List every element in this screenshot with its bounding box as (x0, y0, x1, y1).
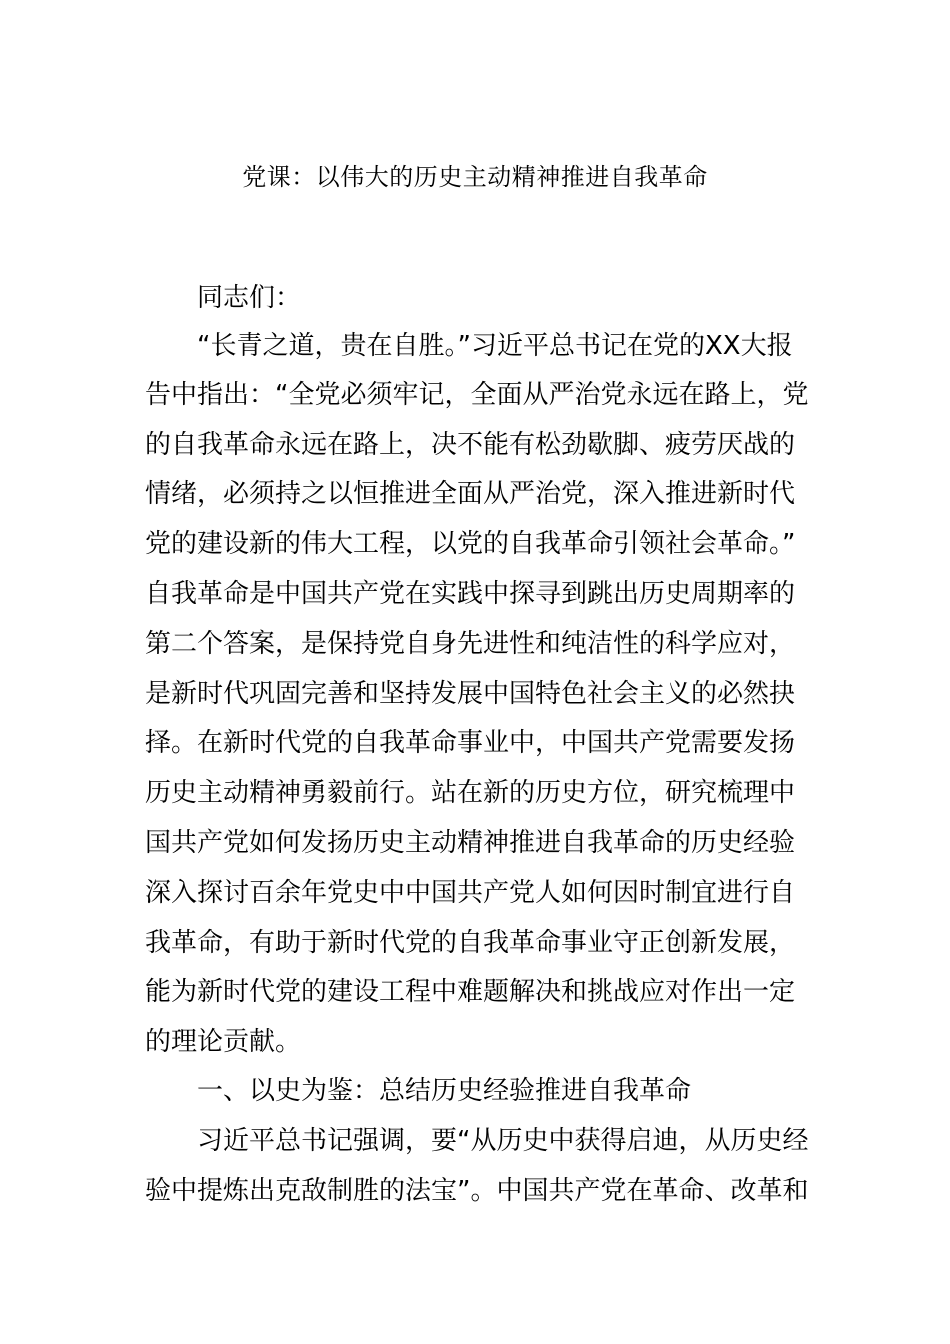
paragraph-line: 自我革命是中国共产党在实践中探寻到跳出历史周期率的 (145, 579, 796, 609)
paragraph-line: 是新时代巩固完善和坚持发展中国特色社会主义的必然抉 (145, 679, 796, 709)
paragraph-line: 能为新时代党的建设工程中难题解决和挑战应对作出一定 (145, 977, 796, 1007)
paragraph-line: 历史主动精神勇毅前行。站在新的历史方位，研究梳理中 (145, 778, 796, 808)
paragraph-line: 验中提炼出克敌制胜的法宝”。中国共产党在革命、改革和 (145, 1176, 809, 1206)
paragraph-line: 习近平总书记强调，要“从历史中获得启迪，从历史经 (197, 1126, 809, 1156)
paragraph-line: 择。在新时代党的自我革命事业中，中国共产党需要发扬 (145, 728, 796, 758)
paragraph-line: 情绪，必须持之以恒推进全面从严治党，深入推进新时代 (145, 479, 796, 509)
salutation-line: 同志们： (197, 283, 302, 313)
paragraph-line: “长青之道，贵在自胜。”习近平总书记在党的XX大报 (197, 331, 793, 361)
paragraph-line: 告中指出：“全党必须牢记，全面从严治党永远在路上，党 (145, 380, 809, 410)
document-title: 党课：以伟大的历史主动精神推进自我革命 (242, 163, 708, 191)
paragraph-line: 我革命，有助于新时代党的自我革命事业守正创新发展， (145, 928, 796, 958)
paragraph-line: 的自我革命永远在路上，决不能有松劲歇脚、疲劳厌战的 (145, 430, 796, 460)
paragraph-line: 第二个答案，是保持党自身先进性和纯洁性的科学应对， (145, 629, 796, 659)
paragraph-line: 国共产党如何发扬历史主动精神推进自我革命的历史经验 (145, 828, 796, 858)
section-heading: 一、以史为鉴：总结历史经验推进自我革命 (197, 1076, 692, 1106)
paragraph-line: 的理论贡献。 (145, 1027, 302, 1057)
paragraph-line: 深入探讨百余年党史中中国共产党人如何因时制宜进行自 (145, 878, 796, 908)
paragraph-line: 党的建设新的伟大工程，以党的自我革命引领社会革命。” (145, 529, 796, 559)
